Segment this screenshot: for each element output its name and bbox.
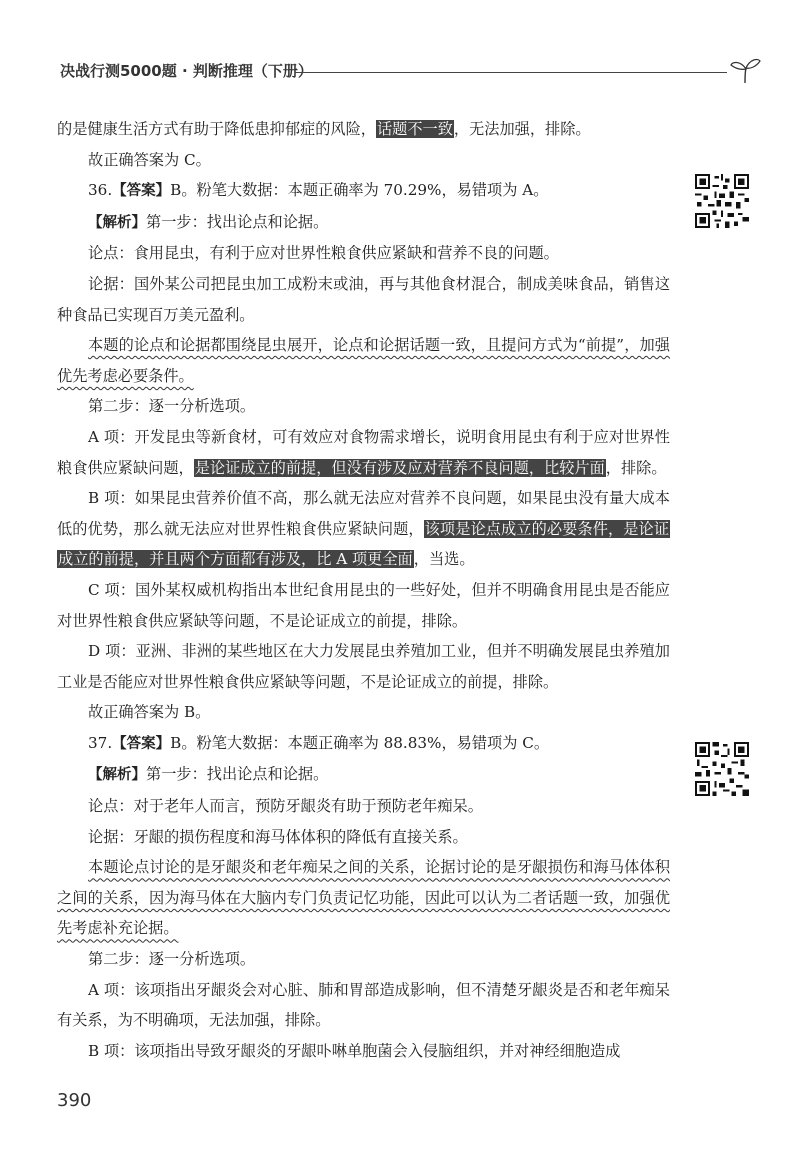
- option-a: [57, 422, 670, 483]
- highlight: 是论证成立的前提，但没有涉及应对营养不良问题，比较片面: [194, 458, 605, 477]
- text: ，排除。: [605, 458, 667, 477]
- analysis-label: 【解析】: [88, 214, 146, 231]
- option-b: [57, 483, 670, 575]
- question-number: 36.: [88, 181, 113, 200]
- text: A 项：开发昆虫等新食材，可有效应对食物需求增长，说明食用昆虫有利于应对世界性粮食供应紧缺问题，: [57, 427, 670, 477]
- paragraph: [57, 114, 670, 145]
- text: 的是健康生活方式有助于降低患抑郁症的风险，: [57, 120, 376, 138]
- qr-code-icon: [695, 174, 749, 228]
- option-a: A 项：该项指出牙龈炎会对心脏、肺和胃部造成影响，但不清楚牙龈炎是否和老年痴呆有关系，为不明确项，无法加强，排除。: [57, 980, 670, 1030]
- question-number: 37.: [88, 733, 113, 752]
- text: B 项：如果昆虫营养价值不高，那么就无法应对营养不良问题，如果昆虫没有量大成本低的优势，那么就无法应对世界性粮食供应紧缺问题，: [57, 489, 670, 538]
- analysis-line: [57, 207, 670, 239]
- paragraph: 第二步：逐一分析选项。: [88, 950, 256, 969]
- header-rule: [295, 72, 727, 73]
- qr-code-icon: [695, 742, 749, 796]
- answer-label: 【答案】: [112, 735, 171, 752]
- answer-line: [57, 728, 670, 760]
- analysis-text: 第一步：找出论点和论据。: [146, 765, 329, 784]
- wavy-underlined-text: 本题论点讨论的是牙龈炎和老年痴呆之间的关系，论据讨论的是牙龈损伤和海马体体积之间的关系，因为海马体在大脑内专门负责记忆功能，因此可以认为二者话题一致，加强优先考虑补充论据。: [57, 858, 670, 938]
- text: ，无法加强，排除。: [453, 120, 591, 138]
- paragraph: 第二步：逐一分析选项。: [88, 397, 256, 416]
- answer-text: B。粉笔大数据：本题正确率为 88.83%，易错项为 C。: [170, 733, 550, 752]
- analysis-line: [57, 759, 670, 791]
- page-body: [57, 114, 670, 1066]
- paragraph: 故正确答案为 C。: [88, 150, 211, 169]
- answer-text: B。粉笔大数据：本题正确率为 70.29%，易错项为 A。: [170, 181, 549, 200]
- option-c: C 项：国外某权威机构指出本世纪食用昆虫的一些好处，但并不明确食用昆虫是否能应对世界性粮食供应紧缺等问题，不是论证成立的前提，排除。: [57, 580, 670, 630]
- answer-line: [57, 175, 670, 207]
- answer-label: 【答案】: [112, 183, 171, 200]
- book-title: 决战行测5000题 · 判断推理（下册）: [60, 62, 313, 80]
- paragraph: 论点：食用昆虫，有利于应对世界性粮食供应紧缺和营养不良的问题。: [88, 244, 559, 263]
- sprout-icon: [728, 56, 762, 84]
- paragraph: 论据：国外某公司把昆虫加工成粉末或油，再与其他食材混合，制成美味食品，销售这种食品已实现百万美元盈利。: [57, 274, 670, 324]
- running-header: [40, 56, 760, 86]
- option-b: B 项：该项指出导致牙龈炎的牙龈卟啉单胞菌会入侵脑组织，并对神经细胞造成: [88, 1041, 621, 1060]
- paragraph: [57, 852, 670, 944]
- option-d: D 项：亚洲、非洲的某些地区在大力发展昆虫养殖加工业，但并不明确发展昆虫养殖加工业是否能应对世界性粮食供应紧缺等问题，不是论证成立的前提，排除。: [57, 642, 670, 691]
- analysis-label: 【解析】: [88, 767, 146, 784]
- paragraph: 论点：对于老年人而言，预防牙龈炎有助于预防老年痴呆。: [88, 797, 483, 816]
- highlight: 该项是论点成立的必要条件，是论证成立的前提，并且两个方面都有涉及，比 A 项更全面: [58, 519, 670, 569]
- paragraph: 故正确答案为 B。: [88, 703, 211, 722]
- analysis-text: 第一步：找出论点和论据。: [146, 212, 329, 231]
- paragraph: 论据：牙龈的损伤程度和海马体体积的降低有直接关系。: [88, 827, 468, 846]
- text: ，当选。: [413, 550, 475, 569]
- paragraph: [57, 330, 670, 391]
- highlight: 话题不一致: [376, 120, 453, 138]
- page-number: 390: [57, 1090, 92, 1111]
- wavy-underlined-text: 本题的论点和论据都围绕昆虫展开，论点和论据话题一致，且提问方式为“前提”，加强优先考虑必要条件。: [57, 336, 670, 385]
